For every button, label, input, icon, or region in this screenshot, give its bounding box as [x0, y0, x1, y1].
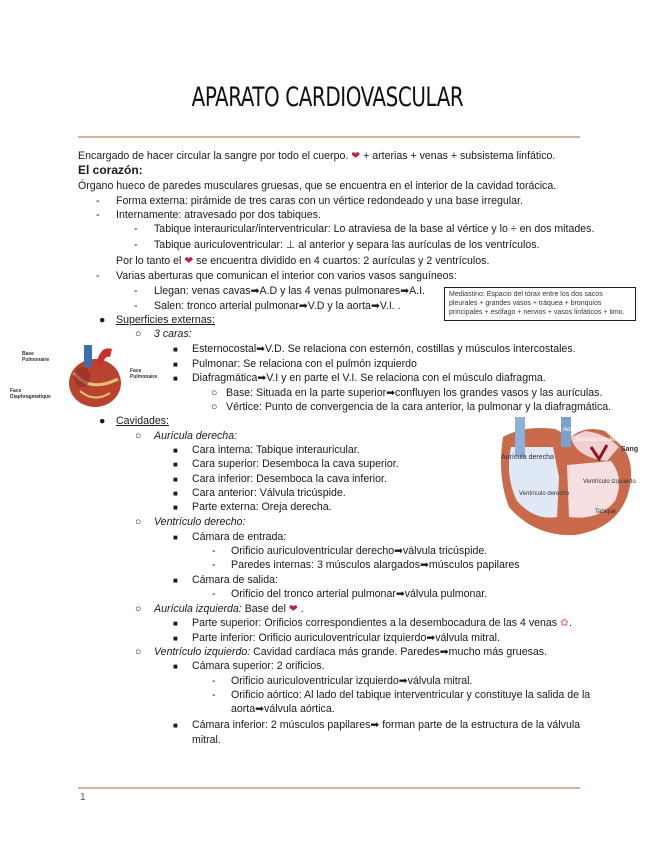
mediastino-note: Mediastino: Espacio del tórax entre los dos sacos pleurales + grandes vasos + tráquea + bronquios principales + esófago + nervios + vasos linfáticos + timo.	[444, 287, 636, 321]
list-item: Varias aberturas que comunican el interior con varios vasos sanguíneos:	[116, 270, 457, 282]
circle-bullet: ○	[211, 401, 218, 413]
list-item: Orificio auriculoventricular izquierdo➡válvula mitral.	[231, 675, 473, 687]
square-bullet: ■	[173, 460, 178, 469]
list-item: Cara superior: Desemboca la cava superior.	[192, 458, 399, 470]
circle-bullet: ○	[135, 603, 142, 615]
bottom-divider	[78, 787, 580, 789]
circle-bullet: ○	[135, 328, 142, 340]
list-item: Parte inferior: Orificio auriculoventricular izquierdo➡válvula mitral.	[192, 632, 500, 644]
list-item: 3 caras:	[154, 328, 192, 340]
square-bullet: ■	[173, 360, 178, 369]
dash-bullet: -	[134, 300, 138, 312]
list-item: Cámara superior: 2 orificios.	[192, 660, 325, 672]
list-item: Salen: tronco arterial pulmonar➡V.D y la aorta➡V.I. .	[154, 300, 401, 312]
square-bullet: ■	[173, 503, 178, 512]
list-item: Ventrículo derecho:	[154, 516, 246, 528]
heart-image-label: Base Pulmonaire	[22, 351, 50, 363]
definition: Órgano hueco de paredes musculares gruesas, que se encuentra en el interior de la cavidad torácica.	[78, 180, 557, 192]
heart-section-diagram	[495, 417, 639, 538]
circle-bullet: ○	[135, 516, 142, 528]
dash-bullet: -	[212, 675, 216, 687]
diagram-label: Sang	[621, 446, 639, 453]
list-item: Paredes internas: 3 músculos alargados➡músculos papilares	[231, 559, 520, 571]
list-item: Cara inferior: Desemboca la cava inferior.	[192, 473, 387, 485]
list-item: Aurícula izquierda: Base del ❤ .	[154, 603, 304, 615]
diagram-label: Ventrículo izquierdo	[583, 479, 636, 485]
list-item: Aurícula derecha:	[154, 430, 238, 442]
list-item: Por lo tanto el ❤ se encuentra dividido en 4 cuartos: 2 aurículas y 2 ventrículos.	[116, 255, 490, 267]
heart-icon: ❤	[351, 150, 361, 162]
heart-icon: ❤	[184, 255, 194, 267]
heart-image-label: Face Pulmonaire	[130, 368, 158, 380]
square-bullet: ■	[173, 662, 178, 671]
dash-bullet: -	[134, 285, 138, 297]
dash-bullet: -	[212, 559, 216, 571]
square-bullet: ■	[173, 489, 178, 498]
list-item: Cámara inferior: 2 músculos papilares➡ forman parte de la estructura de la válvula	[192, 719, 581, 731]
circle-bullet: ○	[211, 387, 218, 399]
dash-bullet: -	[134, 239, 138, 251]
page-title: APARATO CARDIOVASCULAR	[191, 82, 464, 113]
list-item-continued: mitral.	[192, 734, 221, 746]
diagram-label: Ventrículo derecho	[519, 491, 570, 497]
square-bullet: ■	[173, 475, 178, 484]
section-heading: El corazón:	[78, 163, 143, 177]
heart-image-label: Face Diaphragmatique	[10, 388, 51, 400]
square-bullet: ■	[173, 721, 178, 730]
square-bullet: ■	[173, 533, 178, 542]
list-item: Cámara de entrada:	[192, 531, 287, 543]
page-number: 1	[80, 792, 86, 803]
dash-bullet: -	[96, 209, 100, 221]
dash-bullet: -	[96, 195, 100, 207]
list-item: Diafragmática➡V.I y en parte el V.I. Se relaciona con el músculo diafragma.	[192, 372, 546, 384]
list-item: Cara interna: Tabique interauricular.	[192, 444, 360, 456]
list-item: Vértice: Punto de convergencia de la cara anterior, la pulmonar y la diafragmática.	[226, 401, 612, 413]
list-item: Orificio aórtico: Al lado del tabique interventricular y constituye la salida de la	[231, 689, 591, 701]
list-item: Cavidades:	[116, 415, 169, 427]
list-item: Base: Situada en la parte superior➡confluyen los grandes vasos y las aurículas.	[226, 387, 603, 399]
list-item: Parte externa: Oreja derecha.	[192, 501, 332, 513]
list-item: Esternocostal➡V.D. Se relaciona con esternón, costillas y músculos intercostales.	[192, 343, 576, 355]
circle-bullet: ○	[135, 430, 142, 442]
round-bullet: ●	[99, 415, 106, 427]
list-item: Cámara de salida:	[192, 574, 278, 586]
lungs-icon: ✿	[560, 617, 569, 629]
list-item: Internamente: atravesado por dos tabiques.	[116, 209, 321, 221]
square-bullet: ■	[173, 446, 178, 455]
diagram-label: Aurícula izquierda	[575, 437, 624, 443]
circle-bullet: ○	[135, 646, 142, 658]
square-bullet: ■	[173, 576, 178, 585]
list-item: Llegan: venas cavas➡A.D y las 4 venas pulmonares➡A.I.	[154, 285, 425, 297]
diagram-label: Aurícula derecha	[501, 454, 554, 461]
list-item: Cara anterior: Válvula tricúspide.	[192, 487, 346, 499]
list-item: Pulmonar: Se relaciona con el pulmón izquierdo	[192, 358, 417, 370]
square-bullet: ■	[173, 619, 178, 628]
diagram-label: Aorta	[563, 427, 578, 433]
diagram-label: Tabique	[595, 509, 617, 515]
heart-icon: ❤	[288, 603, 298, 615]
list-item: Forma externa: pirámide de tres caras con un vértice redondeado y una base irregular.	[116, 195, 523, 207]
square-bullet: ■	[173, 345, 178, 354]
square-bullet: ■	[173, 374, 178, 383]
list-item: Orificio auriculoventricular derecho➡válvula tricúspide.	[231, 545, 488, 557]
dash-bullet: -	[212, 588, 216, 600]
square-bullet: ■	[173, 634, 178, 643]
heart-anatomy-image	[60, 343, 130, 413]
list-item: Parte superior: Orificios correspondientes a la desembocadura de las 4 venas ✿.	[192, 617, 572, 629]
list-item: Ventrículo izquierdo: Cavidad cardíaca más grande. Paredes➡mucho más gruesas.	[154, 646, 548, 658]
intro-text: Encargado de hacer circular la sangre por todo el cuerpo. ❤ + arterias + venas + subsistema linfático.	[78, 150, 556, 162]
list-item: Tabique interauricular/interventricular: Lo atraviesa de la base al vértice y lo ÷ en dos mitades.	[154, 223, 595, 235]
list-item: Superficies externas:	[116, 314, 215, 326]
top-divider	[78, 136, 580, 138]
dash-bullet: -	[212, 689, 216, 701]
list-item: Tabique auriculoventricular: ⊥ al anterior y separa las aurículas de los ventrículos.	[154, 239, 540, 251]
dash-bullet: -	[134, 223, 138, 235]
dash-bullet: -	[212, 545, 216, 557]
dash-bullet: -	[96, 270, 100, 282]
round-bullet: ●	[99, 314, 106, 326]
list-item-continued: aorta➡válvula aórtica.	[231, 703, 335, 715]
list-item: Orificio del tronco arterial pulmonar➡válvula pulmonar.	[231, 588, 488, 600]
